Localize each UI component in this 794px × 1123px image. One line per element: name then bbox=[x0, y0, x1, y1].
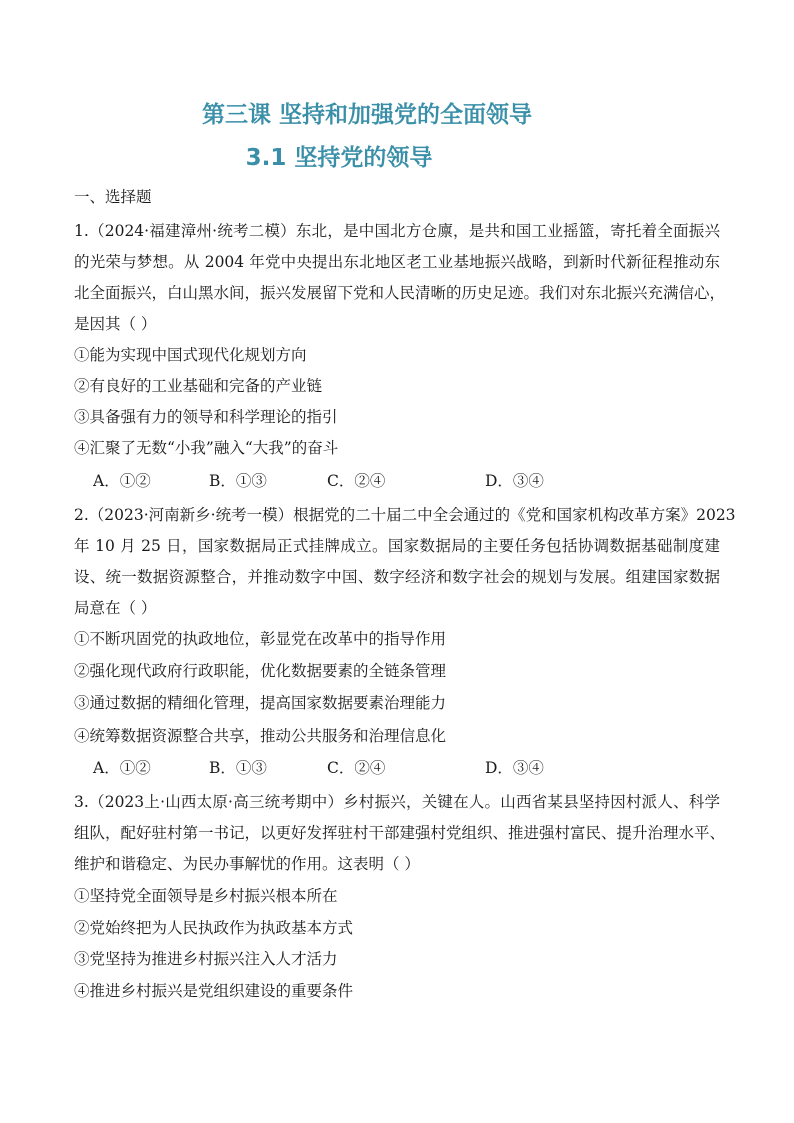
q1-option-b[interactable]: B．①③ bbox=[209, 472, 267, 490]
section-heading: 一、选择题 bbox=[74, 188, 152, 206]
q2-item-1: ①不断巩固党的执政地位，彰显党在改革中的指导作用 bbox=[74, 630, 447, 648]
q1-stem-line-1: 1.（2024·福建漳州·统考二模）东北，是中国北方仓廪，是共和国工业摇篮，寄托着全面振兴 bbox=[74, 222, 720, 240]
q3-item-2: ②党始终把为人民执政作为执政基本方式 bbox=[74, 919, 354, 937]
q3-item-4: ④推进乡村振兴是党组织建设的重要条件 bbox=[74, 982, 354, 1000]
q3-item-3: ③党坚持为推进乡村振兴注入人才活力 bbox=[74, 950, 338, 968]
q2-item-4: ④统筹数据资源整合共享，推动公共服务和治理信息化 bbox=[74, 727, 447, 745]
q1-item-2: ②有良好的工业基础和完备的产业链 bbox=[74, 377, 323, 395]
q2-option-a[interactable]: A．①② bbox=[93, 759, 151, 777]
q2-item-2: ②强化现代政府行政职能，优化数据要素的全链条管理 bbox=[74, 662, 447, 680]
q1-option-a[interactable]: A．①② bbox=[93, 472, 151, 490]
q3-item-1: ①坚持党全面领导是乡村振兴根本所在 bbox=[74, 887, 338, 905]
q3-stem-line-1: 3.（2023上·山西太原·高三统考期中）乡村振兴，关键在人。山西省某县坚持因村派人、科学 bbox=[74, 793, 720, 811]
q2-stem-line-3: 设、统一数据资源整合，并推动数字中国、数字经济和数字社会的规划与发展。组建国家数据 bbox=[74, 568, 720, 586]
q1-item-4: ④汇聚了无数“小我”融入“大我”的奋斗 bbox=[74, 439, 339, 457]
q3-stem-line-2: 组队，配好驻村第一书记，以更好发挥驻村干部建强村党组织、推进强村富民、提升治理水平、 bbox=[74, 824, 726, 842]
q2-item-3: ③通过数据的精细化管理，提高国家数据要素治理能力 bbox=[74, 694, 447, 712]
q1-item-3: ③具备强有力的领导和科学理论的指引 bbox=[74, 408, 338, 426]
q2-stem-line-2: 年 10 月 25 日，国家数据局正式挂牌成立。国家数据局的主要任务包括协调数据基础制度建 bbox=[74, 537, 720, 555]
q2-stem-line-4: 局意在（ ） bbox=[74, 599, 157, 617]
q3-stem-line-3: 维护和谐稳定、为民办事解忧的作用。这表明（ ） bbox=[74, 855, 420, 873]
q2-option-c[interactable]: C．②④ bbox=[327, 759, 386, 777]
q1-stem-line-2: 的光荣与梦想。从 2004 年党中央提出东北地区老工业基地振兴战略，到新时代新征程推动东 bbox=[74, 253, 720, 271]
q1-option-d[interactable]: D．③④ bbox=[485, 472, 544, 490]
page-title: 第三课 坚持和加强党的全面领导 bbox=[201, 102, 532, 128]
q2-option-b[interactable]: B．①③ bbox=[209, 759, 267, 777]
q2-option-d[interactable]: D．③④ bbox=[485, 759, 544, 777]
q1-stem-line-3: 北全面振兴，白山黑水间，振兴发展留下党和人民清晰的历史足迹。我们对东北振兴充满信心， bbox=[74, 284, 726, 302]
page-subtitle: 3.1 坚持党的领导 bbox=[245, 145, 433, 171]
q2-stem-line-1: 2.（2023·河南新乡·统考一模）根据党的二十届二中全会通过的《党和国家机构改革方案》2023 bbox=[74, 506, 736, 524]
q1-stem-line-4: 是因其（ ） bbox=[74, 315, 157, 333]
q1-option-c[interactable]: C．②④ bbox=[327, 472, 386, 490]
q1-item-1: ①能为实现中国式现代化规划方向 bbox=[74, 346, 307, 364]
